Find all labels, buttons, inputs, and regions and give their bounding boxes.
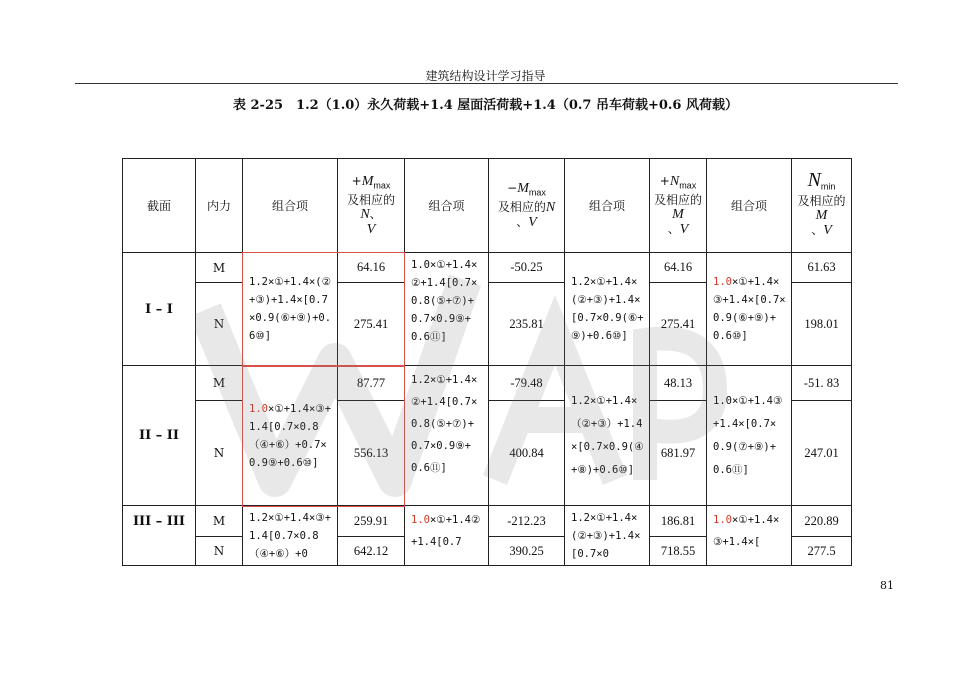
value-cell: 61.63 — [792, 253, 852, 283]
header-combo-3: 组合项 — [565, 159, 650, 253]
value-cell: 64.16 — [338, 253, 405, 283]
value-cell: 681.97 — [650, 401, 707, 506]
combo-cell: 1.2×①+1.4×(②+③)+1.4×[0.7×0 — [565, 506, 650, 566]
section-label: II – II — [123, 366, 196, 506]
value-cell: 198.01 — [792, 283, 852, 366]
combo-cell: 1.2×①+1.4×③+1.4[0.7×0.8（④+⑥）+0 — [243, 506, 338, 566]
header-row — [123, 159, 852, 253]
value-cell: 275.41 — [650, 283, 707, 366]
section-label: III – III — [123, 506, 196, 566]
section-label: I – I — [123, 253, 196, 366]
force-label-n: N — [196, 401, 243, 506]
header-nmin: $N_{min}$ 及相应的 M 、V — [792, 159, 852, 253]
header-combo-1: 组合项 — [243, 159, 338, 253]
force-label-m: M — [196, 506, 243, 537]
table-row — [123, 506, 852, 537]
header-mmax-positive: $+M_{max}$ 及相应的 N、 V — [338, 159, 405, 253]
value-cell: -212.23 — [489, 506, 565, 537]
value-cell: -50.25 — [489, 253, 565, 283]
header-section: 截面 — [123, 159, 196, 253]
combo-cell: 1.0×①+1.4×③+1.4×[ — [707, 506, 792, 566]
value-cell: 259.91 — [338, 506, 405, 537]
value-cell: 64.16 — [650, 253, 707, 283]
page-number: 81 — [880, 579, 894, 592]
value-cell: 718.55 — [650, 537, 707, 566]
value-cell: 556.13 — [338, 401, 405, 506]
header-combo-2: 组合项 — [405, 159, 489, 253]
header-force: 内力 — [196, 159, 243, 253]
combo-cell: 1.0×①+1.4×②+1.4[0.7×0.8(⑤+⑦)+0.7×0.9⑨+0.6⑪] — [405, 253, 489, 366]
combo-cell: 1.0×①+1.4②+1.4[0.7 — [405, 506, 489, 566]
table-caption: 表 2-25 1.2（1.0）永久荷载+1.4 屋面活荷载+1.4（0.7 吊车荷载+0.6 风荷载） — [232, 98, 738, 113]
combo-cell: 1.0×①+1.4×③+1.4×[0.7×0.9(⑥+⑨)+0.6⑩] — [707, 253, 792, 366]
force-label-n: N — [196, 537, 243, 566]
value-cell: -79.48 — [489, 366, 565, 401]
value-cell: 247.01 — [792, 401, 852, 506]
force-label-m: M — [196, 253, 243, 283]
value-cell: 642.12 — [338, 537, 405, 566]
header-nmax: $+N_{max}$ 及相应的 M 、V — [650, 159, 707, 253]
value-cell: 186.81 — [650, 506, 707, 537]
value-cell: 235.81 — [489, 283, 565, 366]
table-row — [123, 366, 852, 401]
combo-cell: 1.2×①+1.4×（②+③）+1.4×[0.7×0.9(④+⑧)+0.6⑩] — [565, 366, 650, 506]
value-cell: 400.84 — [489, 401, 565, 506]
value-cell: 275.41 — [338, 283, 405, 366]
header-mmax-negative: $-M_{max}$ 及相应的N 、V — [489, 159, 565, 253]
value-cell: 220.89 — [792, 506, 852, 537]
value-cell: 390.25 — [489, 537, 565, 566]
value-cell: 48.13 — [650, 366, 707, 401]
combo-cell: 1.2×①+1.4×(②+③)+1.4×[0.7×0.9(⑥+⑨)+0.6⑩] — [243, 253, 338, 366]
table-row — [123, 253, 852, 283]
load-combination-table — [122, 158, 852, 566]
value-cell: 277.5 — [792, 537, 852, 566]
value-cell: -51. 83 — [792, 366, 852, 401]
combo-cell: 1.0×①+1.4③+1.4×[0.7×0.9(⑦+⑨)+0.6⑪] — [707, 366, 792, 506]
running-header: 建筑结构设计学习指导 — [425, 69, 546, 83]
force-label-n: N — [196, 283, 243, 366]
value-cell: 87.77 — [338, 366, 405, 401]
header-rule — [75, 83, 898, 84]
force-label-m: M — [196, 366, 243, 401]
combo-cell: 1.2×①+1.4×②+1.4[0.7×0.8(⑤+⑦)+0.7×0.9⑨+0.6⑪] — [405, 366, 489, 506]
header-combo-4: 组合项 — [707, 159, 792, 253]
combo-cell: 1.2×①+1.4×(②+③)+1.4×[0.7×0.9(⑥+⑨)+0.6⑩] — [565, 253, 650, 366]
combo-cell: 1.0×①+1.4×③+1.4[0.7×0.8（④+⑥）+0.7×0.9⑨+0.6⑩] — [243, 366, 338, 506]
